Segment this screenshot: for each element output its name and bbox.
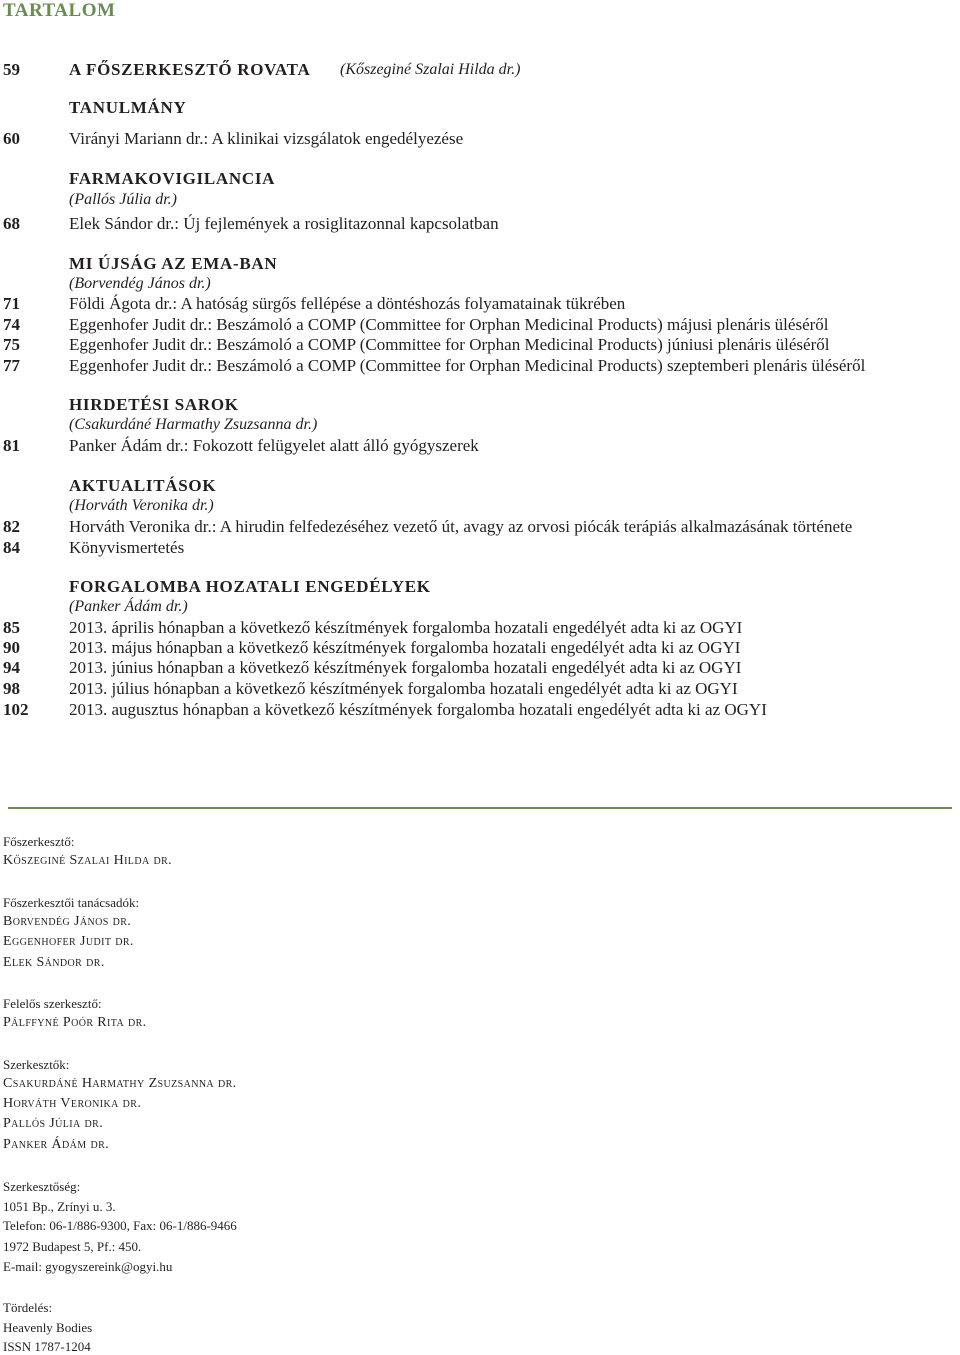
imprint-label: Felelős szerkesztő: xyxy=(3,996,102,1011)
imprint-name: Csakurdáné Harmathy Zsuzsanna dr. xyxy=(3,1076,237,1091)
page-number: 60 xyxy=(3,129,20,148)
page-number: 74 xyxy=(3,315,20,334)
section-editor: (Csakurdáné Harmathy Zsuzsanna dr.) xyxy=(69,416,318,433)
page-number: 90 xyxy=(3,638,20,657)
imprint-name: Pallós Júlia dr. xyxy=(3,1116,104,1131)
toc-entry[interactable]: 2013. augusztus hónapban a következő készítmények forgalomba hozatali engedélyét adta ki az OGYI xyxy=(69,700,767,719)
section-editor: (Kőszeginé Szalai Hilda dr.) xyxy=(340,61,521,78)
typesetter: Heavenly Bodies xyxy=(3,1320,93,1335)
page-number: 98 xyxy=(3,679,20,698)
toc-entry[interactable]: Könyvismertetés xyxy=(69,538,185,557)
toc-entry[interactable]: 2013. június hónapban a következő készítmények forgalomba hozatali engedélyét adta ki az OGYI xyxy=(69,658,742,677)
section-heading-ema: MI ÚJSÁG AZ EMA-BAN xyxy=(69,254,278,273)
toc-entry[interactable]: Eggenhofer Judit dr.: Beszámoló a COMP (Committee for Orphan Medicinal Products) júniusi plenáris üléséről xyxy=(69,335,830,354)
address-line: 1051 Bp., Zrínyi u. 3. xyxy=(3,1199,116,1214)
section-heading-ads: HIRDETÉSI SAROK xyxy=(69,395,239,414)
toc-entry[interactable]: Virányi Mariann dr.: A klinikai vizsgálatok engedélyezése xyxy=(69,129,464,148)
imprint-label: Szerkesztőség: xyxy=(3,1179,81,1194)
postal-line: 1972 Budapest 5, Pf.: 450. xyxy=(3,1239,142,1254)
page-number: 102 xyxy=(3,700,29,719)
section-heading-pharmacovigilance: FARMAKOVIGILANCIA xyxy=(69,169,276,188)
page-number: 81 xyxy=(3,436,20,455)
toc-entry[interactable]: 2013. május hónapban a következő készítmények forgalomba hozatali engedélyét adta ki az OGYI xyxy=(69,638,741,657)
toc-entry[interactable]: Panker Ádám dr.: Fokozott felügyelet alatt álló gyógyszerek xyxy=(69,436,479,455)
imprint-name: Borvendég János dr. xyxy=(3,914,132,929)
divider xyxy=(8,807,952,809)
imprint-name: Pálffyné Poór Rita dr. xyxy=(3,1015,147,1030)
toc-entry[interactable]: Elek Sándor dr.: Új fejlemények a rosiglitazonnal kapcsolatban xyxy=(69,214,499,233)
imprint-label: Főszerkesztő: xyxy=(3,834,75,849)
issn: ISSN 1787-1204 xyxy=(3,1339,91,1354)
phone-line: Telefon: 06-1/886-9300, Fax: 06-1/886-9466 xyxy=(3,1218,237,1233)
toc-entry[interactable]: Eggenhofer Judit dr.: Beszámoló a COMP (Committee for Orphan Medicinal Products) szeptemberi plenáris üléséről xyxy=(69,356,866,375)
section-editor: (Pallós Júlia dr.) xyxy=(69,191,177,208)
toc-entry[interactable]: 2013. július hónapban a következő készítmények forgalomba hozatali engedélyét adta ki az OGYI xyxy=(69,679,738,698)
email-link[interactable]: E-mail: gyogyszereink@ogyi.hu xyxy=(3,1259,173,1274)
toc-entry[interactable]: Horváth Veronika dr.: A hirudin felfedezéséhez vezető út, avagy az orvosi piócák terápiás alkalmazásának története xyxy=(69,517,853,536)
imprint-name: Horváth Veronika dr. xyxy=(3,1096,142,1111)
page-number: 77 xyxy=(3,356,20,375)
section-editor: (Horváth Veronika dr.) xyxy=(69,497,214,514)
imprint-name: Eggenhofer Judit dr. xyxy=(3,934,134,949)
page-number: 71 xyxy=(3,294,20,313)
section-heading-editorial: A FŐSZERKESZTŐ ROVATA xyxy=(69,60,311,79)
page-number: 94 xyxy=(3,658,20,677)
imprint-label: Tördelés: xyxy=(3,1300,53,1315)
imprint-name: Elek Sándor dr. xyxy=(3,955,105,970)
page-number: 84 xyxy=(3,538,20,557)
page-title: TARTALOM xyxy=(3,0,116,21)
page-number: 68 xyxy=(3,214,20,233)
section-editor: (Panker Ádám dr.) xyxy=(69,598,188,615)
toc-entry[interactable]: Eggenhofer Judit dr.: Beszámoló a COMP (Committee for Orphan Medicinal Products) májusi plenáris üléséről xyxy=(69,315,829,334)
page-number: 85 xyxy=(3,618,20,637)
section-editor: (Borvendég János dr.) xyxy=(69,275,211,292)
toc-entry[interactable]: Földi Ágota dr.: A hatóság sürgős fellépése a döntéshozás folyamatainak tükrében xyxy=(69,294,626,313)
imprint-name: Panker Ádám dr. xyxy=(3,1137,110,1152)
page-number: 82 xyxy=(3,517,20,536)
imprint-name: Kőszeginé Szalai Hilda dr. xyxy=(3,853,173,868)
imprint-label: Főszerkesztői tanácsadók: xyxy=(3,895,140,910)
page-number: 59 xyxy=(3,60,20,79)
section-heading-news: AKTUALITÁSOK xyxy=(69,476,217,495)
toc-entry[interactable]: 2013. április hónapban a következő készítmények forgalomba hozatali engedélyét adta ki az OGYI xyxy=(69,618,743,637)
section-heading-study: TANULMÁNY xyxy=(69,98,187,117)
imprint-label: Szerkesztők: xyxy=(3,1057,70,1072)
page-number: 75 xyxy=(3,335,20,354)
section-heading-authorisations: FORGALOMBA HOZATALI ENGEDÉLYEK xyxy=(69,577,431,596)
